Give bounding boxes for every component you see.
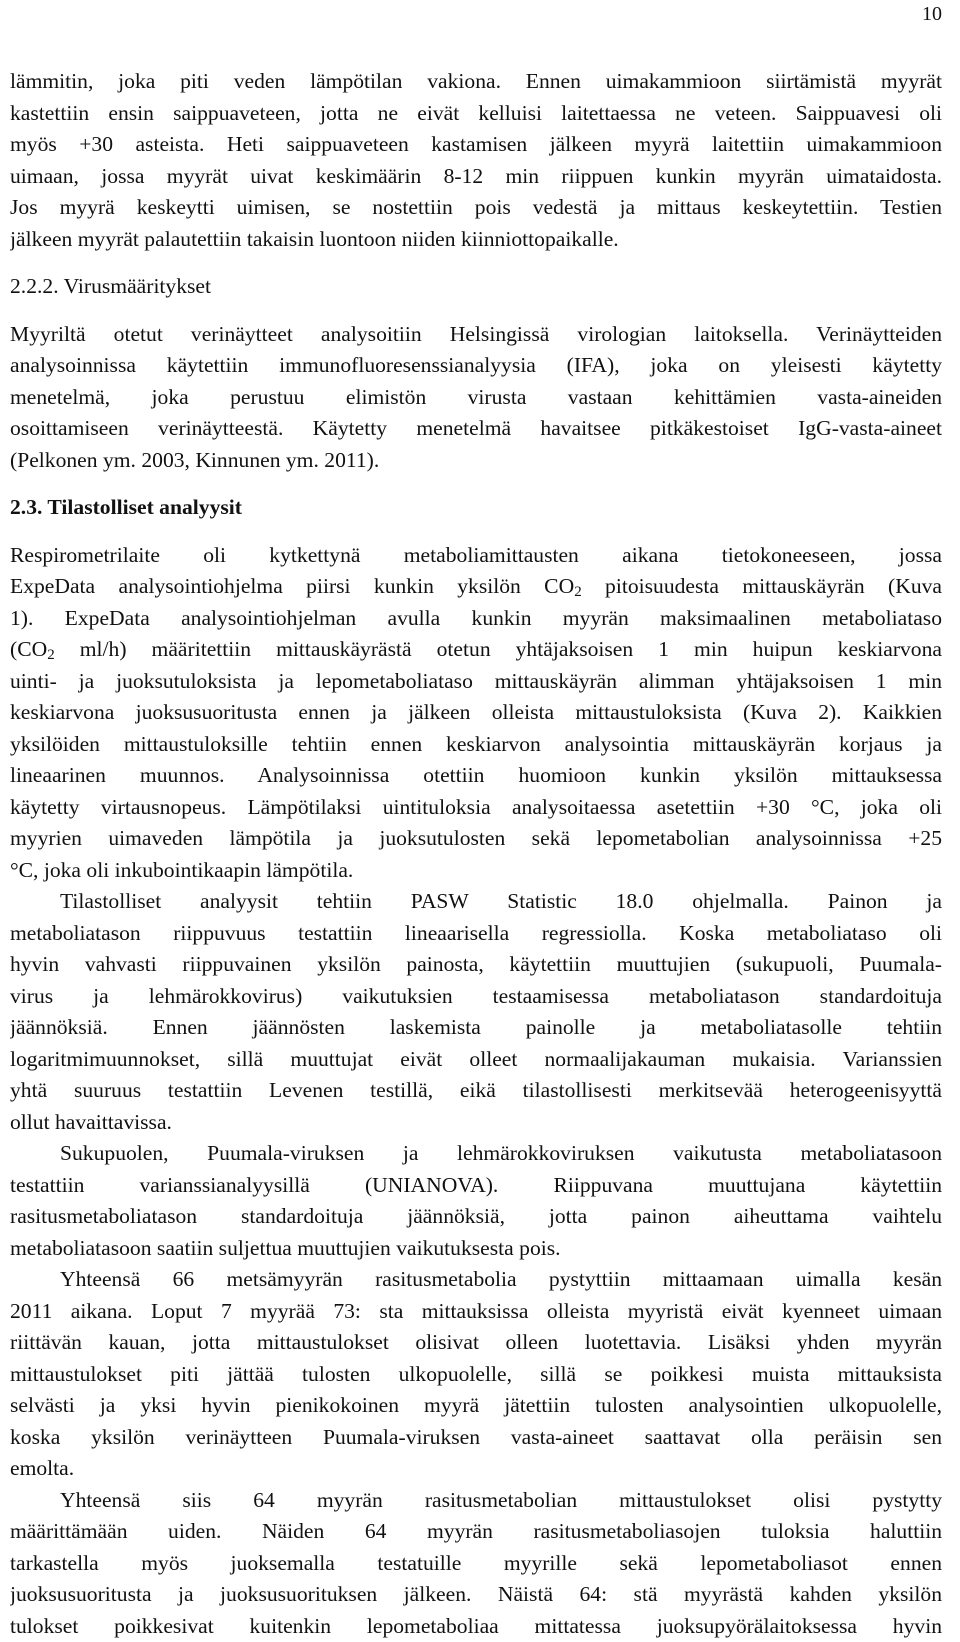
- text-line: koska yksilön verinäytteen Puumala-viruksen vasta-aineet saattavat olla peräisin sen: [10, 1422, 942, 1454]
- subscript: 2: [47, 647, 55, 663]
- text-line: määrittämään uiden. Näiden 64 myyrän rasitusmetaboliasojen tuloksia haluttiin: [10, 1516, 942, 1548]
- text-line: menetelmä, joka perustuu elimistön virusta vastaan kehittämien vasta-aineiden: [10, 382, 942, 414]
- text-line: jäännöksiä. Ennen jäännösten laskemista painolle ja metaboliatasolle tehtiin: [10, 1012, 942, 1044]
- text-line: Yhteensä siis 64 myyrän rasitusmetabolian mittaustulokset olisi pystytty: [10, 1485, 942, 1517]
- text-line: yhtä suuruus testattiin Levenen testillä, eikä tilastollisesti merkitsevää heterogeenisyyttä: [10, 1075, 942, 1107]
- text-line: °C, joka oli inkubointikaapin lämpötila.: [10, 855, 942, 887]
- text-line: testattiin varianssianalyysillä (UNIANOVA). Riippuvana muuttujana käytettiin: [10, 1170, 942, 1202]
- text-line: lineaarinen muunnos. Analysoinnissa otettiin huomioon kunkin yksilön mittauksessa: [10, 760, 942, 792]
- text-line: metaboliatason riippuvuus testattiin lineaarisella regressiolla. Koska metaboliataso oli: [10, 918, 942, 950]
- page-number: 10: [922, 2, 942, 26]
- text-line: lämmitin, joka piti veden lämpötilan vakiona. Ennen uimakammioon siirtämistä myyrät: [10, 66, 942, 98]
- text-line: Respirometrilaite oli kytkettynä metaboliamittausten aikana tietokoneeseen, jossa: [10, 540, 942, 572]
- paragraph-statistics: [10, 540, 942, 887]
- text-line: Tilastolliset analyysit tehtiin PASW Statistic 18.0 ohjelmalla. Painon ja: [10, 886, 942, 918]
- text-line: Jos myyrä keskeytti uimisen, se nostettiin pois vedestä ja mittaus keskeytettiin. Testien: [10, 192, 942, 224]
- text-line-co2: [10, 571, 942, 603]
- text-line: emolta.: [10, 1453, 942, 1485]
- text-line: metaboliatasoon saatiin suljettua muuttujien vaikutuksesta pois.: [10, 1233, 942, 1265]
- text-line: myyrien uimaveden lämpötila ja juoksutulosten sekä lepometabolian analysoinnissa +25: [10, 823, 942, 855]
- text-line: 1). ExpeData analysointiohjelman avulla kunkin myyrän maksimaalinen metaboliataso: [10, 603, 942, 635]
- text-line: juoksusuoritusta ja juoksusuorituksen jälkeen. Näistä 64: stä myyrästä kahden yksilön: [10, 1579, 942, 1611]
- text-line: osoittamiseen verinäytteestä. Käytetty menetelmä havaitsee pitkäkestoiset IgG-vasta-aineet: [10, 413, 942, 445]
- paragraph-virus: [10, 319, 942, 477]
- text-line: virus ja lehmärokkovirus) vaikutuksien testaamisessa metaboliatason standardoituja: [10, 981, 942, 1013]
- text-line: käytetty virtausnopeus. Lämpötilaksi uintituloksia analysoitaessa asetettiin +30 °C, joka oli: [10, 792, 942, 824]
- text-line: riittävän kauan, jotta mittaustulokset olisivat olleen luotettavia. Lisäksi yhden myyrän: [10, 1327, 942, 1359]
- text-line: logaritmimuunnokset, sillä muuttujat eivät olleet normaalijakauman mukaisia. Varianssien: [10, 1044, 942, 1076]
- text-line: kastettiin ensin saippuaveteen, jotta ne eivät kelluisi laitettaessa ne veteen. Saippuavesi oli: [10, 98, 942, 130]
- text-line: 2011 aikana. Loput 7 myyrää 73: sta mittauksissa olleista myyristä eivät kyenneet uimaan: [10, 1296, 942, 1328]
- subscript: 2: [574, 584, 582, 600]
- text-line: Sukupuolen, Puumala-viruksen ja lehmärokkoviruksen vaikutusta metaboliatasoon: [10, 1138, 942, 1170]
- text-line: keskiarvona juoksusuoritusta ennen ja jälkeen olleista mittaustuloksista (Kuva 2). Kaikkien: [10, 697, 942, 729]
- text-line: jälkeen myyrät palautettiin takaisin luontoon niiden kiinniottopaikalle.: [10, 224, 942, 256]
- paragraph-pasw: [10, 886, 942, 1138]
- text-line: mittaustulokset piti jättää tulosten ulkopuolelle, sillä se poikkesi muista mittauksista: [10, 1359, 942, 1391]
- text-line: uimaan, jossa myyrät uivat keskimäärin 8-12 min riippuen kunkin myyrän uimataidosta.: [10, 161, 942, 193]
- section-heading-virus: 2.2.2. Virusmääritykset: [10, 271, 942, 303]
- text-line: Myyriltä otetut verinäytteet analysoitiin Helsingissä virologian laitoksella. Verinäytteiden: [10, 319, 942, 351]
- text-line: selvästi ja yksi hyvin pienikokoinen myyrä jätettiin tulosten analysointien ulkopuolelle,: [10, 1390, 942, 1422]
- text-line: hyvin vahvasti riippuvainen yksilön painosta, käytettiin muuttujien (sukupuoli, Puumala-: [10, 949, 942, 981]
- text-line: ollut havaittavissa.: [10, 1107, 942, 1139]
- paragraph-total: [10, 1264, 942, 1485]
- text-line: tarkastella myös juoksemalla testatuille myyrille sekä lepometaboliasot ennen: [10, 1548, 942, 1580]
- paragraph-unianova: [10, 1138, 942, 1264]
- text-line: uinti- ja juoksutuloksista ja lepometaboliataso mittauskäyrän alimman yhtäjaksoisen 1 min: [10, 666, 942, 698]
- text-line-co2: [10, 634, 942, 666]
- text-line: yksilöiden mittaustuloksille tehtiin ennen keskiarvon analysointia mittauskäyrän korjaus ja: [10, 729, 942, 761]
- text-line: analysoinnissa käytettiin immunofluoresenssianalyysia (IFA), joka on yleisesti käytetty: [10, 350, 942, 382]
- text-line: Yhteensä 66 metsämyyrän rasitusmetabolia pystyttiin mittaamaan uimalla kesän: [10, 1264, 942, 1296]
- text-line: tulokset poikkesivat kuitenkin lepometaboliaa mittatessa juoksupyörälaitoksessa hyvin: [10, 1611, 942, 1642]
- paragraph-64: [10, 1485, 942, 1642]
- text-segment: pitoisuudesta mittauskäyrän (Kuva: [582, 574, 942, 598]
- text-line: rasitusmetaboliatason standardoituja jäännöksiä, jotta painon aiheuttama vaihtelu: [10, 1201, 942, 1233]
- text-segment: ml/h) määritettiin mittauskäyrästä otetun yhtäjaksoisen 1 min huipun keskiarvona: [55, 637, 942, 661]
- text-line: (Pelkonen ym. 2003, Kinnunen ym. 2011).: [10, 445, 942, 477]
- page-content: [0, 66, 960, 1642]
- text-segment: (CO: [10, 637, 47, 661]
- text-line: myös +30 asteista. Heti saippuaveteen kastamisen jälkeen myyrä laitettiin uimakammioon: [10, 129, 942, 161]
- paragraph-intro: [10, 66, 942, 255]
- section-heading-statistics: 2.3. Tilastolliset analyysit: [10, 492, 942, 524]
- text-segment: ExpeData analysointiohjelma piirsi kunkin yksilön CO: [10, 574, 574, 598]
